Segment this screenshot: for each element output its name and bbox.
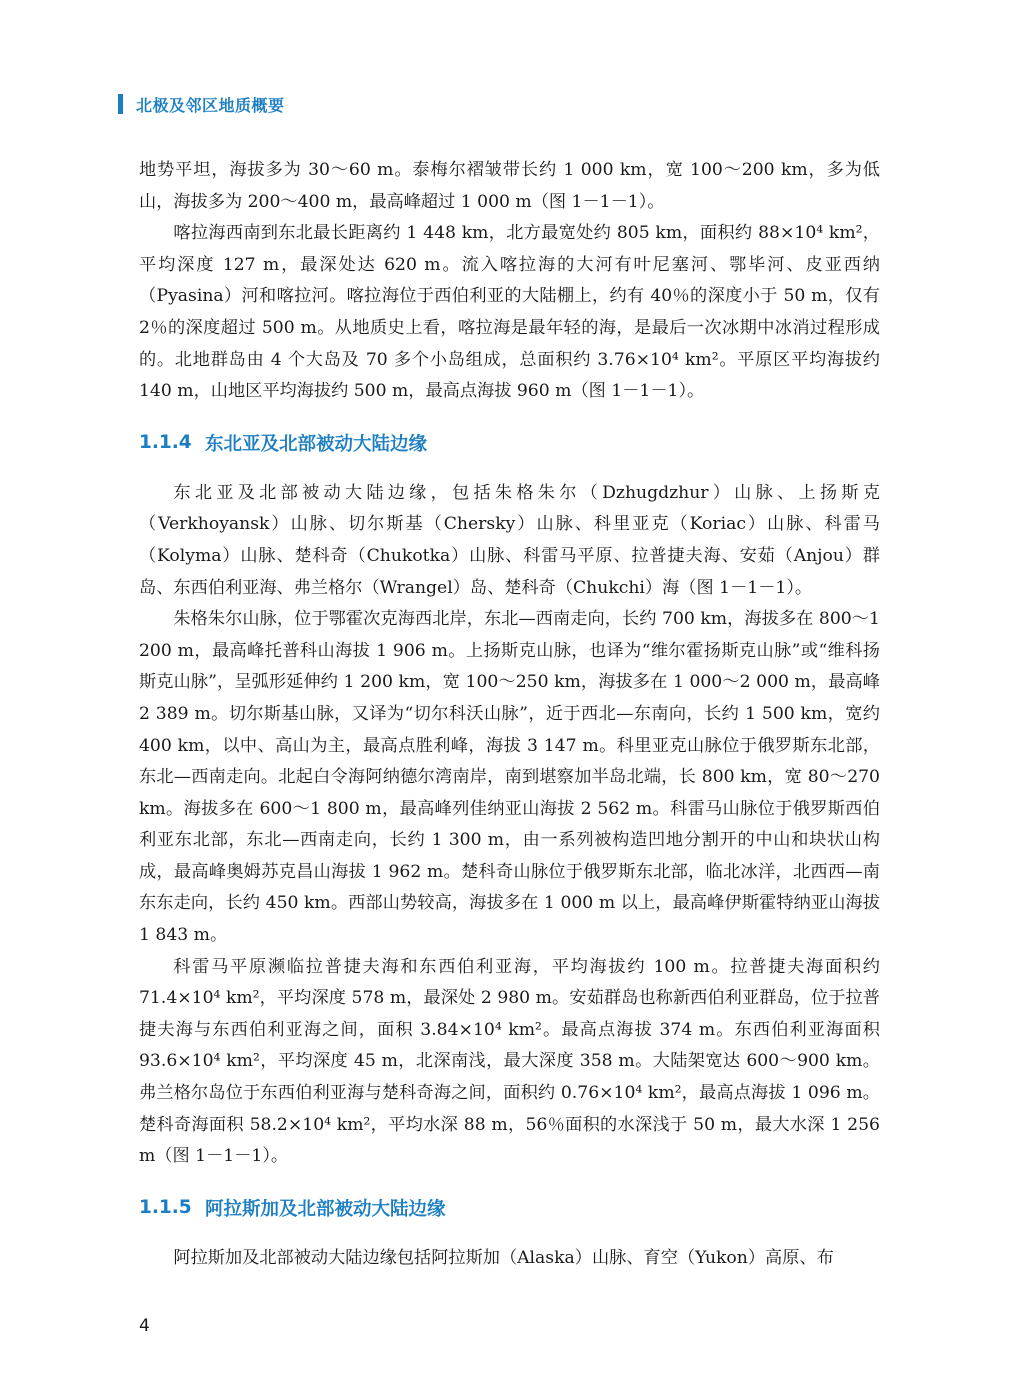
paragraph: 科雷马平原濒临拉普捷夫海和东西伯利亚海，平均海拔约 100 m。拉普捷夫海面积约 71.4×10⁴ km²，平均深度 578 m，最深处 2 980 m。安茹群岛也称新西伯利亚群岛，位于拉普捷夫海与东西伯利亚海之间，面积 3.84×10⁴ km²。最高点海拔 374 m。东西伯利亚海面积 93.6×10⁴ km²，平均深度 45 m，北深南浅，最大深度 358 m。大陆架宽达 600～900 km。弗兰格尔岛位于东西伯利亚海与楚科奇海之间，面积约 0.76×10⁴ km²，最高点海拔 1 096 m。楚科奇海面积 58.2×10⁴ km²，平均水深 88 m，56％面积的水深浅于 50 m，最大水深 1 256 m（图 1－1－1）。 [139,956,880,1167]
running-header [118,93,285,115]
paragraph: 朱格朱尔山脉，位于鄂霍次克海西北岸，东北—西南走向，长约 700 km，海拔多在 800～1 200 m，最高峰托普科山海拔 1 906 m。上扬斯克山脉，也译为“维尔霍扬斯克山脉”或“维科扬斯克山脉”，呈弧形延伸约 1 200 km，宽 100～250 km，海拔多在 1 000～2 000 m，最高峰 2 389 m。切尔斯基山脉，又译为“切尔科沃山脉”，近于西北—东南向，长约 1 500 km，宽约 400 km，以中、高山为主，最高点胜利峰，海拔 3 147 m。科里亚克山脉位于俄罗斯东北部，东北—西南走向。北起白令海阿纳德尔湾南岸，南到堪察加半岛北端，长 800 km，宽 80～270 km。海拔多在 600～1 800 m，最高峰列佳纳亚山海拔 2 562 m。科雷马山脉位于俄罗斯西伯利亚东北部，东北—西南走向，长约 1 300 m，由一系列被构造凹地分割开的中山和块状山构成，最高峰奥姆苏克昌山海拔 1 962 m。楚科奇山脉位于俄罗斯东北部，临北冰洋，北西西—南东东走向，长约 450 km。西部山势较高，海拔多在 1 000 m 以上，最高峰伊斯霍特纳亚山海拔 1 843 m。 [139,609,880,946]
section-heading [139,1173,880,1243]
section-number: 1.1.4 [139,432,192,454]
paragraph: 阿拉斯加及北部被动大陆边缘包括阿拉斯加（Alaska）山脉、育空（Yukon）高原、布 [173,1247,834,1268]
paragraph: 地势平坦，海拔多为 30～60 m。泰梅尔褶皱带长约 1 000 km，宽 100～200 km，多为低山，海拔多为 200～400 m，最高峰超过 1 000 m（图 1－1－1）。 [139,160,880,212]
section-title: 东北亚及北部被动大陆边缘 [205,433,428,455]
paragraph: 东北亚及北部被动大陆边缘，包括朱格朱尔（Dzhugdzhur）山脉、上扬斯克（Verkhoyansk）山脉、切尔斯基（Chersky）山脉、科里亚克（Koriac）山脉、科雷马（Kolyma）山脉、楚科奇（Chukotka）山脉、科雷马平原、拉普捷夫海、安茹（Anjou）群岛、东西伯利亚海、弗兰格尔（Wrangel）岛、楚科奇（Chukchi）海（图 1－1－1）。 [139,482,880,598]
book-title: 北极及邻区地质概要 [136,95,285,115]
section-title: 阿拉斯加及北部被动大陆边缘 [205,1198,446,1220]
paragraph: 喀拉海西南到东北最长距离约 1 448 km，北方最宽处约 805 km，面积约 88×10⁴ km²，平均深度 127 m，最深处达 620 m。流入喀拉海的大河有叶尼塞河、鄂毕河、皮亚西纳（Pyasina）河和喀拉河。喀拉海位于西伯利亚的大陆棚上，约有 40％的深度小于 50 m，仅有 2％的深度超过 500 m。从地质史上看，喀拉海是最年轻的海，是最后一次冰期中冰消过程形成的。北地群岛由 4 个大岛及 70 多个小岛组成，总面积约 3.76×10⁴ km²。平原区平均海拔约 140 m，山地区平均海拔约 500 m，最高点海拔 960 m（图 1－1－1）。 [139,223,880,402]
section-number: 1.1.5 [139,1197,192,1219]
header-accent-bar [118,94,123,114]
section-heading [139,408,880,478]
page-body [139,155,880,1274]
page-number: 4 [139,1316,150,1336]
